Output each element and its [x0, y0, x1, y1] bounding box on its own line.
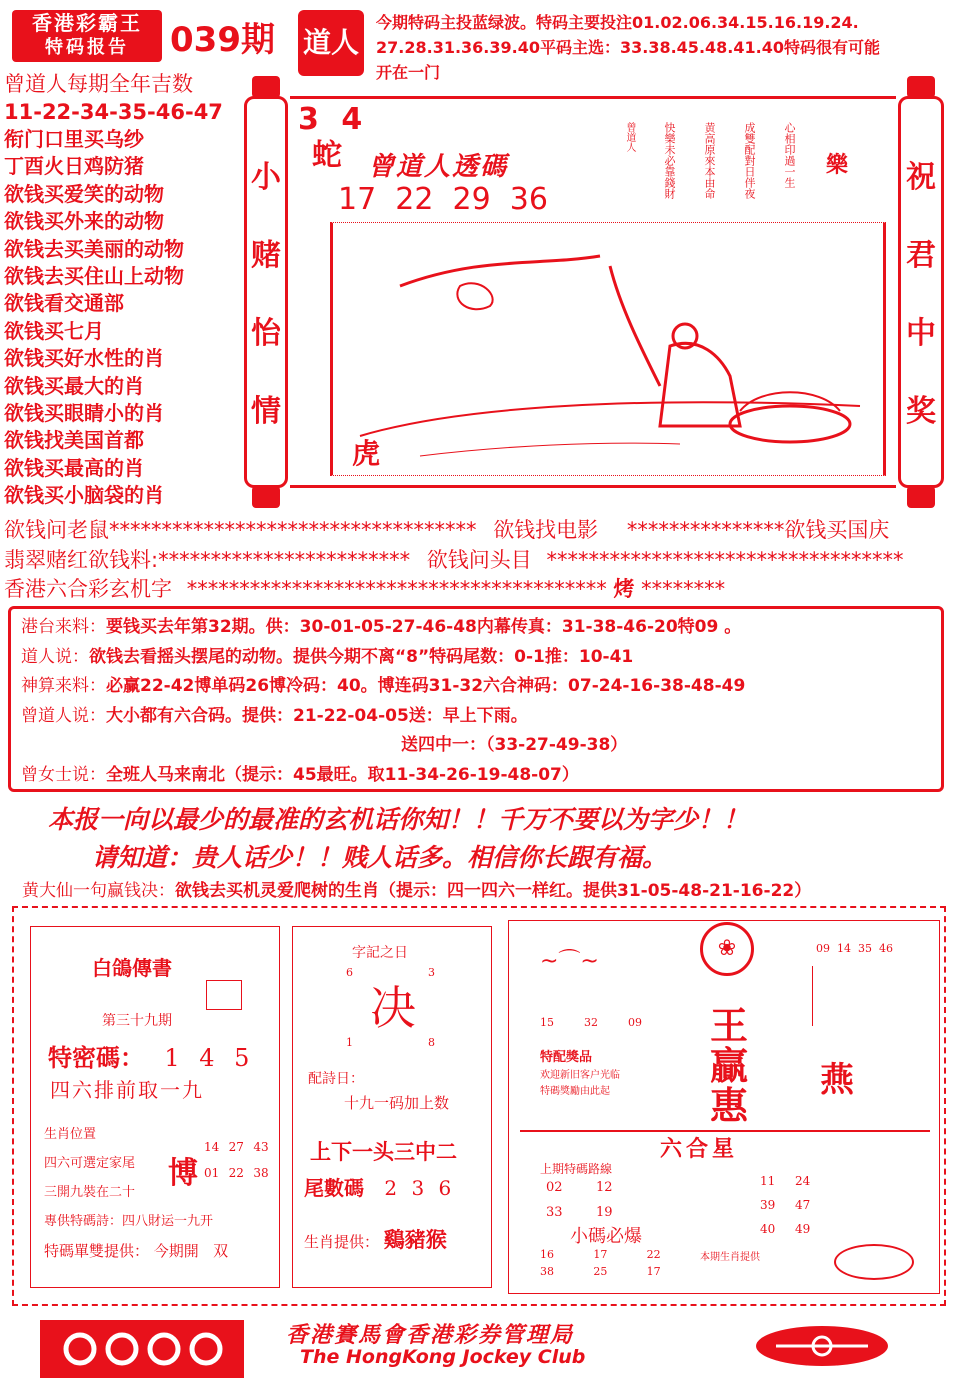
right-table [546, 1180, 646, 1220]
info-row-label: 港台来料： [21, 617, 106, 637]
riddle-line: 欲钱买七月 [4, 318, 104, 343]
riddle-line: 欲钱买外来的动物 [4, 209, 164, 234]
pigeon-tm [48, 1038, 255, 1073]
info-row-text: 要钱买去年第32期。供：30-01-05-27-46-48内幕传真：31-38-46-20特09 。 [106, 617, 742, 637]
pigeon-line1: 四六排前取一九 [50, 1078, 204, 1102]
scroll-left-rod-top [252, 76, 280, 98]
pigeon-grid-num: 14 [204, 1140, 220, 1154]
pigeon-row: 四六可選定家尾 [44, 1156, 136, 1171]
mid-poem: 十九一码加上数 [344, 1094, 450, 1112]
riddle-list [4, 126, 246, 510]
star-row-1 [4, 514, 889, 544]
right-oval-logo [834, 1244, 914, 1280]
scroll-right-char: 中 [906, 316, 936, 351]
star-row-3 [4, 573, 725, 603]
riddle-line: 欲钱买眼睛小的肖 [4, 401, 164, 426]
scroll-left-char: 赌 [251, 238, 281, 273]
intro-line: 今期特码主投蓝绿波。特码主要投注01.02.06.34.15.16.19.24. [376, 13, 859, 32]
info-row [21, 643, 931, 673]
mid-poem-label: 配詩日： [308, 1071, 364, 1087]
left-column [4, 70, 246, 510]
right-small-num: 38 [540, 1265, 554, 1278]
poem-col: 成雙配對日伴夜 [743, 122, 756, 199]
poem-col: 曾道人 [624, 122, 635, 152]
info-row [21, 702, 931, 732]
right-nums-top: 09 14 35 46 [816, 942, 893, 955]
intro-text [376, 10, 951, 85]
star-row-3-d: ******** [641, 577, 726, 601]
bird-icon: ~⌒~ [540, 949, 599, 974]
painting-mark: 樂 [826, 152, 849, 178]
info-row-text: 欲钱去看摇头摆尾的动物。提供今期不离“8”特码尾数：0-1推：10-41 [89, 646, 634, 667]
scroll-right-char: 祝 [906, 160, 936, 195]
star-row-3-a: 香港六合彩玄机字 [4, 577, 172, 601]
pigeon-row: 專供特碼詩：四八財运一九开 [44, 1214, 214, 1229]
poem-col: 心相印過一生 [783, 122, 796, 188]
right-small-num: 16 [540, 1248, 554, 1261]
mid-tail-label: 尾數碼 [304, 1176, 364, 1200]
mid-num: 3 [428, 966, 435, 979]
scroll-right-char: 奖 [906, 394, 936, 429]
logo [12, 10, 162, 62]
info-row-text: 送四中一：（33-27-49-38） [401, 735, 628, 755]
slogan-line-2: 请知道：贵人话少！！贱人话多。相信你长跟有福。 [92, 843, 668, 872]
pigeon-row: 三開九裝在二十 [44, 1185, 136, 1200]
riddle-line: 欲钱买好水性的肖 [4, 346, 164, 371]
right-mini-num: 32 [584, 1016, 598, 1029]
mid-num: 1 [346, 1036, 353, 1049]
right-mid-nums [760, 1174, 830, 1236]
mid-line: 上下一头三中二 [310, 1140, 457, 1164]
right-banner: 六合星 [660, 1136, 739, 1162]
pigeon-tm-value: 1 4 5 [164, 1044, 256, 1072]
star-row-1-c: ***************欲钱买国庆 [626, 518, 890, 542]
info-row-label: 曾女士说： [21, 764, 106, 785]
pigeon-title: 白鴿傳書 [92, 956, 172, 980]
riddle-line: 欲钱去买住山上动物 [4, 264, 184, 289]
riddle-line: 欲钱买最大的肖 [4, 373, 144, 398]
painting-bottom-zodiac: 虎 [352, 437, 381, 470]
pigeon-tm-label: 特密碼： [48, 1043, 144, 1072]
jockey-emblem-icon [756, 1326, 888, 1366]
pigeon-big-char: 博 [168, 1156, 198, 1191]
logo-line2: 特码报告 [45, 37, 129, 58]
mid-big-char: 决 [370, 981, 416, 1035]
footer-logo-right [756, 1326, 888, 1366]
scroll-left-char: 怡 [251, 316, 281, 351]
riddle-line: 欲钱去买美丽的动物 [4, 236, 184, 261]
right-table-cell: 19 [596, 1205, 613, 1220]
intro-line: 27.28.31.36.39.40平码主选：33.38.45.48.41.40特码很有可能 [376, 38, 880, 57]
right-table-cell: 33 [546, 1205, 563, 1220]
huang-line [22, 876, 811, 901]
scroll-right-char: 君 [906, 238, 936, 273]
right-mid-num: 47 [795, 1198, 811, 1212]
right-small-num: 22 [646, 1248, 661, 1261]
footer-cn: 香港賽馬會香港彩券管理局 [286, 1322, 575, 1348]
info-row-label: 神算来料： [21, 676, 106, 696]
right-mini-num: 15 [540, 1016, 554, 1029]
scroll-right-rod-bottom [907, 486, 935, 508]
right-char: 燕 [820, 1060, 854, 1100]
riddle-line: 丁酉火日鸡防猪 [4, 154, 144, 179]
right-table-cell: 02 [546, 1180, 563, 1195]
huang-text: 欲钱去买机灵爱爬树的生肖（提示：四一四六一样红。提供31-05-48-21-16-22） [175, 881, 812, 901]
painting-zodiac: 蛇 [312, 138, 342, 173]
pigeon-footer-label: 特碼單雙提供： [44, 1242, 150, 1260]
right-mid-num: 39 [760, 1198, 776, 1212]
pigeon-grid-num: 43 [253, 1140, 269, 1154]
scroll-left [244, 96, 288, 488]
scroll-right [898, 96, 944, 488]
right-big-char: 王 [709, 1003, 748, 1048]
info-row-label: 道人说： [21, 646, 89, 667]
info-row-text: 大小都有六合码。提供：21-22-04-05送：早上下雨。 [106, 705, 528, 726]
scroll-left-char: 情 [251, 394, 281, 429]
flower-icon: ❀ [700, 922, 754, 976]
mid-title: 字記之日 [352, 945, 408, 961]
right-small-nums [540, 1248, 700, 1278]
seal-icon: 道人 [298, 10, 364, 76]
knot-icon [40, 1320, 244, 1378]
mid-zodiac [304, 1224, 447, 1254]
right-table-head: 上期特碼路線 [540, 1162, 613, 1176]
huang-label: 黄大仙一句赢钱决： [22, 881, 175, 901]
info-row-label: 曾道人说： [21, 705, 106, 726]
mid-tail-value: 2 3 6 [384, 1176, 456, 1200]
right-foot: 本期生肖提供 [700, 1252, 760, 1263]
info-row [21, 761, 931, 791]
riddle-line: 欲钱买爱笑的动物 [4, 181, 164, 206]
right-mid-num: 11 [760, 1174, 776, 1188]
pigeon-row: 生肖位置 [44, 1127, 97, 1142]
painting-title: 曾道人透碼 [368, 152, 509, 182]
scroll-left-rod-bottom [252, 486, 280, 508]
scroll-left-char: 小 [251, 160, 281, 195]
right-sub-line: 欢迎新旧客户光临 [540, 1070, 620, 1081]
right-mini-nums [540, 1016, 642, 1029]
right-tag1: 特配獎品 [540, 1050, 593, 1065]
intro-line: 开在一门 [376, 63, 441, 82]
mid-tail [304, 1172, 455, 1201]
pigeon-stamp [206, 980, 242, 1010]
right-mid-num: 24 [795, 1174, 811, 1188]
star-row-1-a: 欲钱问老鼠*********************************** [4, 518, 477, 542]
right-small-num: 25 [593, 1265, 608, 1278]
info-row-text: 必赢22-42博单码26博冷码：40。博连码31-32六合神码：07-24-16-38-48-49 [106, 676, 746, 696]
star-row-2 [4, 544, 903, 574]
right-list [812, 966, 925, 1026]
star-row-2-b: 欲钱问头目 [426, 548, 532, 572]
right-small-label: 小碼必爆 [570, 1226, 642, 1247]
right-mini-num: 09 [628, 1016, 642, 1029]
right-mid-num: 49 [795, 1222, 811, 1236]
right-mid-num: 40 [760, 1222, 776, 1236]
star-row-2-c: ********************************** [546, 548, 904, 572]
pigeon-grid-num: 38 [253, 1166, 269, 1180]
star-row-1-b: 欲钱找电影 [493, 518, 599, 542]
right-sub-line: 特碼獎勵由此起 [540, 1086, 610, 1097]
info-box [8, 606, 944, 792]
right-big-chars [700, 1003, 758, 1128]
pigeon-footer [44, 1240, 228, 1261]
right-small-num: 17 [593, 1248, 608, 1261]
mid-num: 8 [428, 1036, 435, 1049]
riddle-line: 欲钱买最高的肖 [4, 455, 144, 480]
painting-numbers: 17 22 29 36 [338, 182, 548, 217]
info-row [21, 613, 931, 643]
right-big-char: 惠 [709, 1083, 748, 1128]
mid-zodiac-value: 鷄豬猴 [383, 1227, 447, 1252]
painting-top-numbers: 3 4 [298, 102, 369, 137]
right-big-char: 贏 [709, 1043, 748, 1088]
right-table-cell: 12 [596, 1180, 613, 1195]
footer-en: The HongKong Jockey Club [300, 1346, 586, 1368]
issue-number: 039期 [170, 20, 275, 60]
info-row [21, 672, 931, 702]
star-row-3-b: **************************************** [186, 577, 607, 601]
poem-col: 快樂未必靠錢財 [663, 122, 676, 199]
poem-col: 黄高原來本由命 [703, 122, 716, 199]
painting-poem [622, 122, 797, 202]
right-sub-lines [540, 1068, 640, 1100]
slogan-line-1: 本报一向以最少的最准的玄机话你知！！千万不要以为字少！！ [48, 805, 749, 834]
riddle-line: 欲钱找美国首都 [4, 428, 144, 453]
scroll-right-rod-top [907, 76, 935, 98]
star-row-3-c: 烤 [613, 577, 635, 601]
info-row-text: 全班人马来南北（提示：45最旺。取11-34-26-19-48-07） [106, 764, 579, 785]
mid-zodiac-label: 生肖提供： [304, 1233, 380, 1251]
riddle-line: 欲钱买小脑袋的肖 [4, 483, 164, 508]
pigeon-grid [204, 1140, 278, 1180]
pigeon-grid-num: 27 [228, 1140, 244, 1154]
lucky-numbers: 11-22-34-35-46-47 [4, 100, 223, 124]
pigeon-footer-value: 今期開 双 [153, 1242, 229, 1260]
star-row-2-a: 翡翠赌红欲钱料:************************ [4, 548, 411, 572]
mid-num: 6 [346, 966, 353, 979]
left-column-title: 曾道人每期全年吉数 [4, 72, 193, 96]
footer-logo-left [40, 1320, 244, 1378]
riddle-line: 欲钱看交通部 [4, 291, 124, 316]
pigeon-grid-num: 22 [228, 1166, 244, 1180]
right-small-num: 17 [646, 1265, 661, 1278]
riddle-line: 衔门口里买乌纱 [4, 127, 144, 151]
painting-illustration [340, 226, 880, 472]
info-row [21, 731, 931, 761]
pigeon-grid-num: 01 [204, 1166, 220, 1180]
pigeon-issue: 第三十九期 [102, 1013, 172, 1029]
logo-line1: 香港彩霸王 [32, 11, 142, 35]
